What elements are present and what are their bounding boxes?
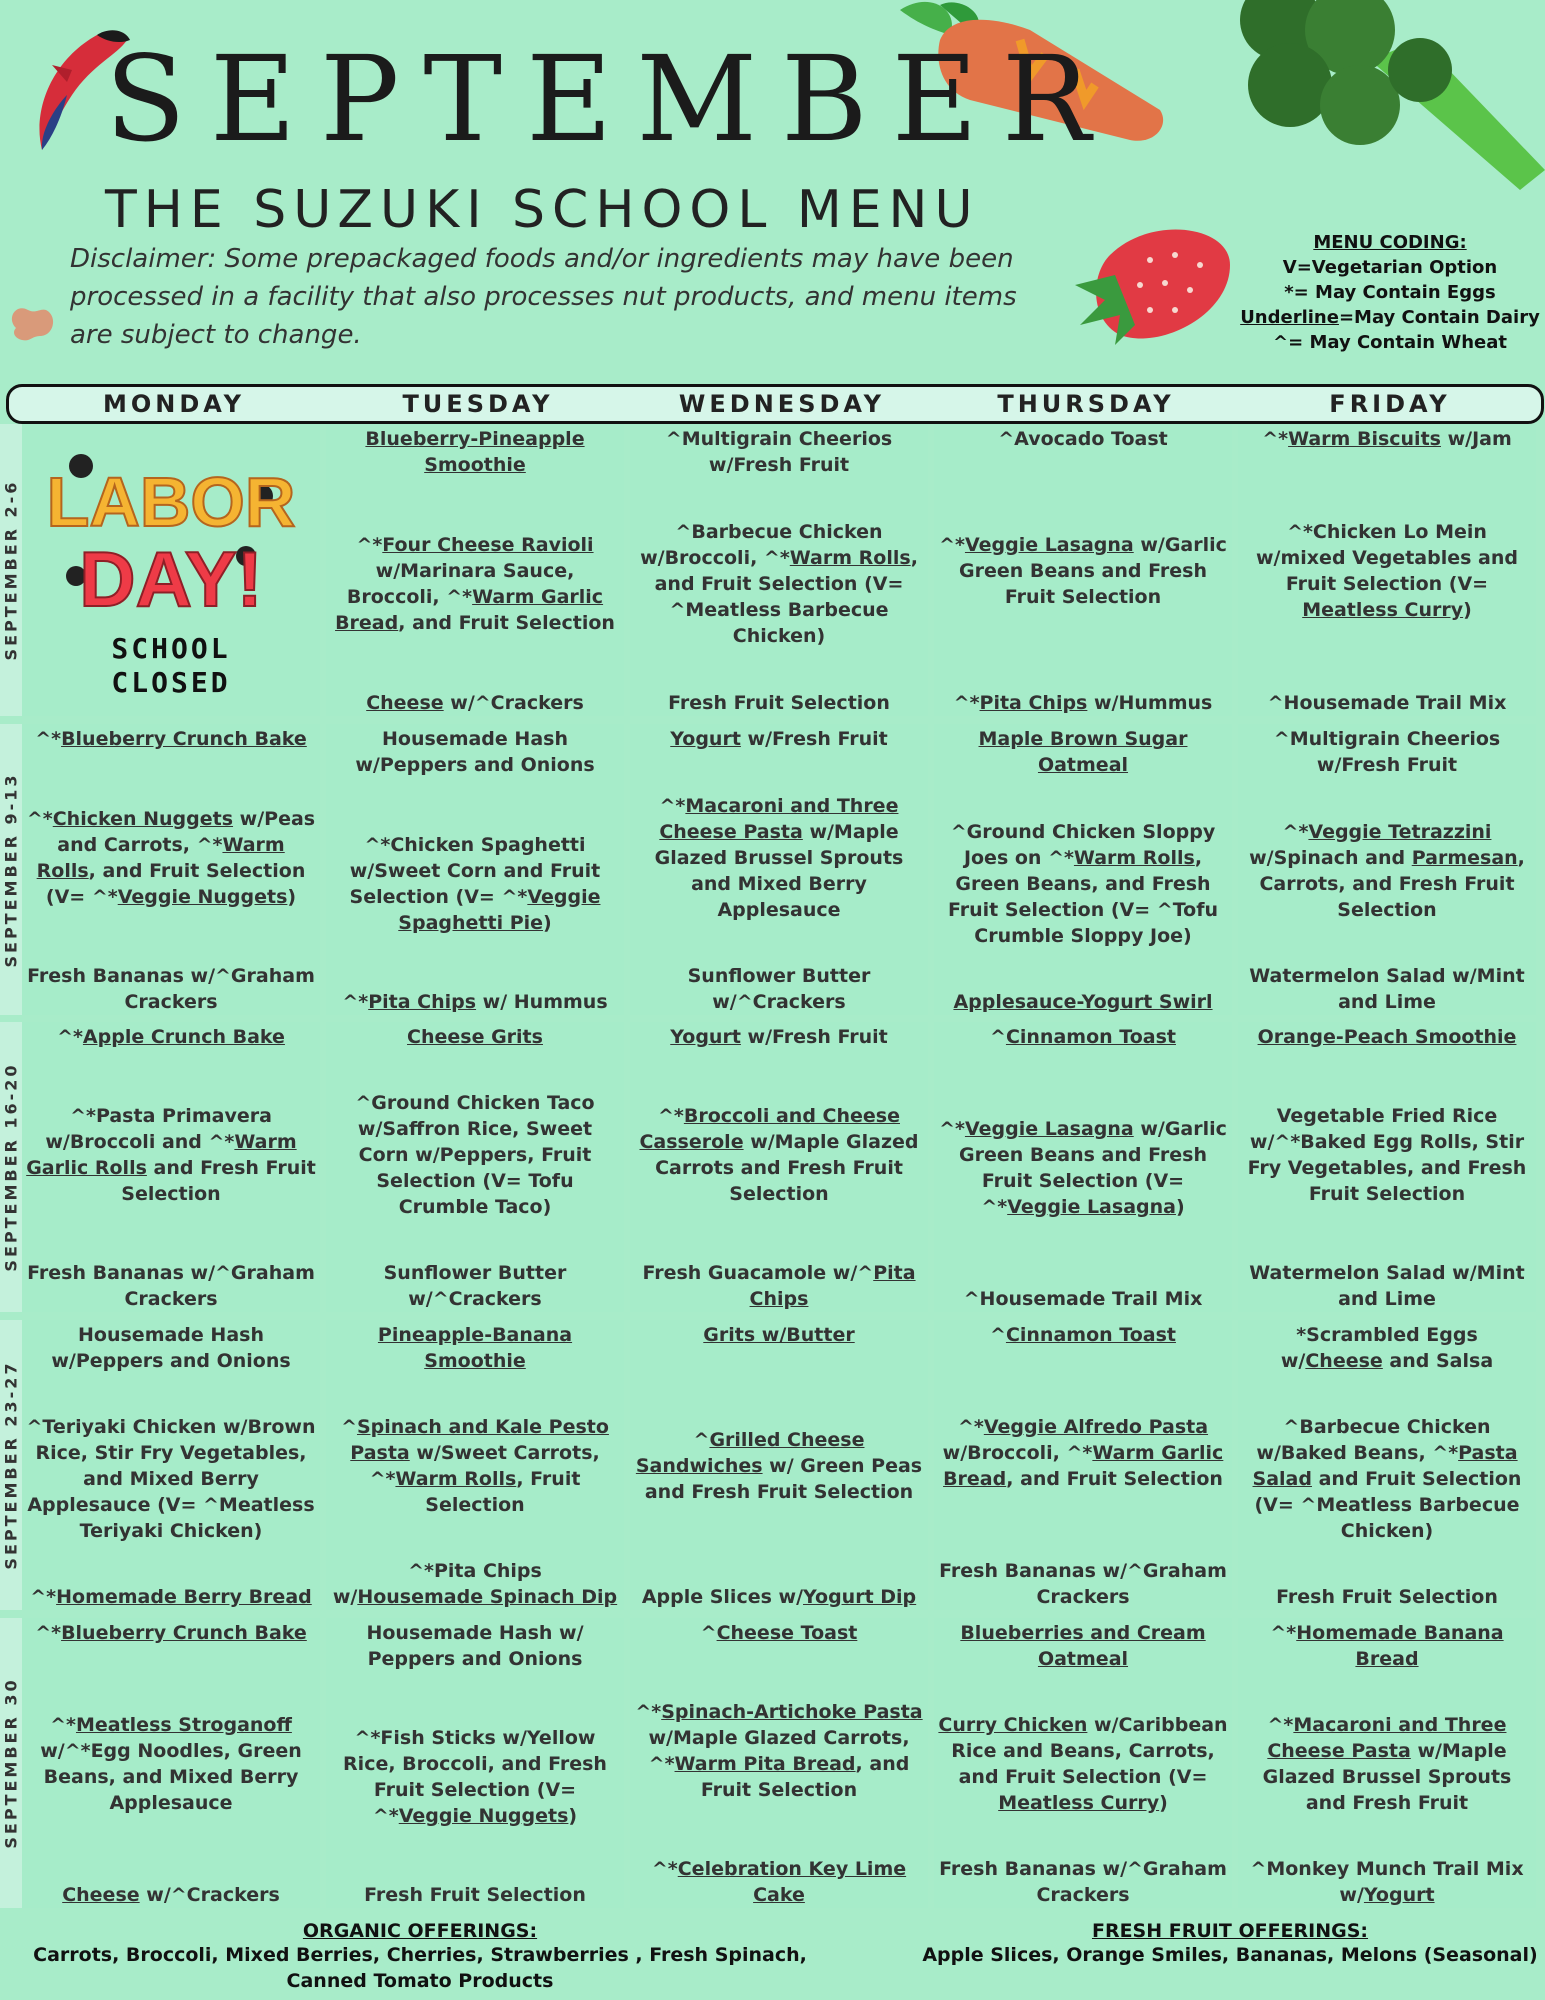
menu-item-breakfast	[634, 726, 924, 752]
menu-item-lunch	[26, 752, 316, 963]
menu-item-text: Watermelon Salad w/Mint and Lime	[1249, 965, 1525, 1013]
menu-item-text: Fresh Fruit Selection	[1276, 1586, 1498, 1608]
menu-item-text: Cheese Grits	[407, 1026, 543, 1048]
menu-item-lunch	[26, 1374, 316, 1584]
menu-item-breakfast	[938, 426, 1228, 452]
menu-item-text: ^*Homemade Berry Bread	[30, 1586, 312, 1608]
menu-coding-underline-meaning: =May Contain Dairy	[1338, 307, 1540, 328]
menu-item-text: ^*Broccoli and Cheese Casserole w/Maple Glazed Carrots and Fresh Fruit Selection	[639, 1105, 919, 1205]
day-word: DAY!	[79, 535, 263, 623]
menu-item-snack	[634, 1856, 924, 1908]
day-header-friday: FRIDAY	[1329, 390, 1451, 418]
menu-item-text: ^*Celebration Key Lime Cake	[651, 1858, 907, 1906]
menu-item-text: ^Ground Chicken Taco w/Saffron Rice, Sweet Corn w/Peppers, Fruit Selection (V= Tofu Crumble Taco)	[355, 1092, 595, 1218]
strawberry-icon	[1070, 215, 1235, 355]
menu-item-text: ^Monkey Munch Trail Mix w/Yogurt	[1250, 1858, 1524, 1906]
week-label	[0, 1320, 22, 1610]
week-row	[0, 1320, 1545, 1610]
menu-item-snack	[1242, 1584, 1532, 1610]
menu-item-lunch	[1242, 1050, 1532, 1260]
week-label	[0, 424, 22, 716]
menu-item-lunch	[26, 1050, 316, 1260]
menu-cell-thursday	[934, 1618, 1232, 1908]
week-label-text: SEPTEMBER 30	[1, 1677, 21, 1849]
disclaimer-text: Disclaimer: Some prepackaged foods and/or ingredients may have been processed in a facility that also processes nut products, and menu items are subject to change.	[70, 244, 1017, 350]
menu-item-text: ^*Four Cheese Ravioli w/Marinara Sauce, Broccoli, ^*Warm Garlic Bread, and Fruit Selection	[335, 534, 615, 634]
menu-cell-wednesday	[630, 424, 928, 716]
menu-item-snack	[26, 1882, 316, 1908]
menu-item-text: ^*Chicken Nuggets w/Peas and Carrots, ^*Warm Rolls, and Fruit Selection (V= ^*Veggie Nuggets)	[26, 807, 316, 908]
menu-item-text: ^*Chicken Lo Mein w/mixed Vegetables and Fruit Selection (V= Meatless Curry)	[1256, 521, 1518, 621]
menu-item-text: ^*Pita Chips w/ Hummus	[342, 991, 608, 1013]
menu-item-text: ^*Veggie Lasagna w/Garlic Green Beans and Fresh Fruit Selection	[939, 534, 1227, 608]
menu-item-snack	[26, 1260, 316, 1312]
menu-item-text: ^*Blueberry Crunch Bake	[35, 1622, 307, 1644]
menu-item-snack	[26, 963, 316, 1015]
menu-cell-tuesday	[326, 1618, 624, 1908]
menu-item-snack	[26, 1584, 316, 1610]
menu-item-snack	[938, 1286, 1228, 1312]
menu-item-snack	[938, 690, 1228, 716]
menu-cell-wednesday	[630, 1320, 928, 1610]
menu-item-breakfast	[26, 1024, 316, 1050]
menu-item-breakfast	[330, 426, 620, 478]
menu-cell-friday	[1238, 1022, 1536, 1312]
menu-item-text: ^Cheese Toast	[700, 1622, 858, 1644]
menu-item-snack	[1242, 963, 1532, 1015]
menu-item-text: ^*Meatless Stroganoff w/^*Egg Noodles, Green Beans, and Mixed Berry Applesauce	[40, 1714, 302, 1814]
menu-item-snack	[938, 989, 1228, 1015]
week-label	[0, 1618, 22, 1908]
menu-item-text: ^Spinach and Kale Pesto Pasta w/Sweet Carrots, ^*Warm Rolls, Fruit Selection	[341, 1416, 609, 1516]
menu-cell-thursday	[934, 424, 1232, 716]
week-label	[0, 724, 22, 1015]
menu-item-breakfast	[1242, 1024, 1532, 1050]
menu-item-lunch	[330, 1374, 620, 1558]
menu-item-breakfast	[634, 1322, 924, 1348]
menu-item-text: ^Avocado Toast	[998, 428, 1168, 450]
menu-item-snack	[1242, 1260, 1532, 1312]
menu-item-text: Watermelon Salad w/Mint and Lime	[1249, 1262, 1525, 1310]
menu-item-lunch	[1242, 1374, 1532, 1584]
day-header-thursday: THURSDAY	[997, 390, 1175, 418]
menu-item-text: ^*Chicken Spaghetti w/Sweet Corn and Fruit Selection (V= ^*Veggie Spaghetti Pie)	[349, 833, 601, 934]
menu-item-snack	[938, 1856, 1228, 1908]
menu-item-text: ^*Pita Chips w/Hummus	[953, 692, 1213, 714]
menu-item-text: Vegetable Fried Rice w/^*Baked Egg Rolls, Stir Fry Vegetables, and Fresh Fruit Selection	[1247, 1105, 1527, 1205]
menu-item-snack	[330, 1260, 620, 1312]
menu-item-lunch	[634, 478, 924, 690]
week-row	[0, 1022, 1545, 1312]
menu-item-lunch	[330, 478, 620, 690]
menu-item-text: Fresh Guacamole w/^Pita Chips	[642, 1262, 916, 1310]
labor-word: LABOR	[46, 463, 296, 541]
menu-item-text: ^Cinnamon Toast	[990, 1026, 1176, 1048]
menu-item-text: ^Cinnamon Toast	[990, 1324, 1176, 1346]
menu-item-text: ^*Apple Crunch Bake	[57, 1026, 285, 1048]
menu-item-snack	[634, 1584, 924, 1610]
menu-item-lunch	[1242, 452, 1532, 690]
footer	[0, 1912, 1545, 2000]
menu-item-breakfast	[938, 1322, 1228, 1348]
menu-item-text: ^*Blueberry Crunch Bake	[35, 728, 307, 750]
broccoli-icon	[1220, 0, 1545, 195]
menu-item-breakfast	[330, 1322, 620, 1374]
menu-cell-friday	[1238, 724, 1536, 1015]
menu-item-breakfast	[330, 726, 620, 778]
fruit-offerings-text: Apple Slices, Orange Smiles, Bananas, Melons (Seasonal)	[922, 1944, 1538, 1966]
menu-item-text: ^Barbecue Chicken w/Broccoli, ^*Warm Rolls, and Fruit Selection (V= ^Meatless Barbecue Chicken)	[640, 521, 918, 647]
menu-item-text: Cheese w/^Crackers	[366, 692, 584, 714]
menu-item-text: Fresh Bananas w/^Graham Crackers	[27, 1262, 315, 1310]
menu-cell-tuesday	[326, 724, 624, 1015]
menu-item-text: ^*Homemade Banana Bread	[1270, 1622, 1504, 1670]
menu-item-text: Fresh Bananas w/^Graham Crackers	[939, 1858, 1227, 1906]
menu-item-text: ^Grilled Cheese Sandwiches w/ Green Peas and Fresh Fruit Selection	[635, 1429, 923, 1503]
menu-item-breakfast	[26, 1322, 316, 1374]
week-label-text: SEPTEMBER 23-27	[1, 1360, 21, 1570]
menu-item-text: Sunflower Butter w/^Crackers	[383, 1262, 567, 1310]
page-subtitle: THE SUZUKI SCHOOL MENU	[105, 180, 980, 240]
menu-coding-line: ^= May Contain Wheat	[1273, 332, 1507, 353]
menu-cell-monday	[22, 1022, 320, 1312]
menu-item-breakfast	[938, 1620, 1228, 1672]
menu-item-breakfast	[634, 1024, 924, 1050]
menu-item-text: ^Barbecue Chicken w/Baked Beans, ^*Pasta Salad and Fruit Selection (V= ^Meatless Barbecue Chicken)	[1252, 1416, 1522, 1542]
week-row	[0, 424, 1545, 716]
day-header-tuesday: TUESDAY	[402, 390, 554, 418]
menu-item-lunch	[330, 1672, 620, 1882]
menu-item-breakfast	[1242, 1322, 1532, 1374]
day-header-wednesday: WEDNESDAY	[678, 390, 886, 418]
menu-cell-monday	[22, 1320, 320, 1610]
menu-item-snack	[330, 1882, 620, 1908]
menu-item-snack	[330, 690, 620, 716]
menu-cell-tuesday	[326, 1022, 624, 1312]
menu-item-text: ^*Veggie Alfredo Pasta w/Broccoli, ^*Warm Garlic Bread, and Fruit Selection	[942, 1416, 1224, 1490]
page-title: SEPTEMBER	[105, 30, 1115, 168]
menu-item-snack	[634, 1260, 924, 1312]
menu-item-text: ^*Veggie Lasagna w/Garlic Green Beans and Fresh Fruit Selection (V= ^*Veggie Lasagna)	[939, 1118, 1227, 1218]
menu-item-text: Grits w/Butter	[703, 1324, 855, 1346]
menu-item-text: Blueberries and Cream Oatmeal	[960, 1622, 1206, 1670]
menu-item-text: Yogurt w/Fresh Fruit	[670, 728, 888, 750]
menu-item-text: ^Housemade Trail Mix	[963, 1288, 1203, 1310]
menu-item-lunch	[938, 1672, 1228, 1856]
menu-item-snack	[1242, 1856, 1532, 1908]
menu-item-text: ^*Fish Sticks w/Yellow Rice, Broccoli, and Fresh Fruit Selection (V= ^*Veggie Nuggets)	[343, 1727, 607, 1827]
menu-item-lunch	[938, 452, 1228, 690]
menu-item-snack	[634, 690, 924, 716]
menu-item-breakfast	[1242, 1620, 1532, 1672]
menu-item-snack	[330, 989, 620, 1015]
menu-item-breakfast	[1242, 426, 1532, 452]
menu-coding-legend	[1220, 230, 1545, 355]
menu-coding-line: *= May Contain Eggs	[1284, 282, 1496, 303]
menu-item-text: *Scrambled Eggs w/Cheese and Salsa	[1280, 1324, 1494, 1372]
menu-item-text: Fresh Bananas w/^Graham Crackers	[27, 965, 315, 1013]
menu-item-text: Housemade Hash w/Peppers and Onions	[355, 728, 595, 776]
menu-item-text: ^*Pasta Primavera w/Broccoli and ^*Warm Garlic Rolls and Fresh Fruit Selection	[26, 1105, 316, 1205]
menu-item-text: ^*Veggie Tetrazzini w/Spinach and Parmesan, Carrots, and Fresh Fruit Selection	[1249, 820, 1525, 921]
menu-item-text: ^Multigrain Cheerios w/Fresh Fruit	[1273, 728, 1501, 776]
menu-item-lunch	[26, 1646, 316, 1882]
week-label-text: SEPTEMBER 9-13	[1, 772, 21, 967]
menu-item-text: Blueberry-Pineapple Smoothie	[365, 428, 585, 476]
labor-day-cell	[22, 424, 320, 716]
menu-cell-wednesday	[630, 1618, 928, 1908]
menu-item-text: Cheese w/^Crackers	[62, 1884, 280, 1906]
menu-item-breakfast	[330, 1620, 620, 1672]
menu-item-snack	[938, 1558, 1228, 1610]
menu-item-lunch	[330, 778, 620, 989]
menu-item-text: Fresh Fruit Selection	[364, 1884, 586, 1906]
menu-item-lunch	[634, 1348, 924, 1584]
menu-item-text: Yogurt w/Fresh Fruit	[670, 1026, 888, 1048]
menu-item-breakfast	[634, 1620, 924, 1646]
menu-item-text: Housemade Hash w/ Peppers and Onions	[366, 1622, 584, 1670]
menu-item-lunch	[634, 752, 924, 963]
menu-cell-monday	[22, 1618, 320, 1908]
menu-item-lunch	[938, 1348, 1228, 1558]
menu-cell-friday	[1238, 1618, 1536, 1908]
menu-cell-wednesday	[630, 1022, 928, 1312]
menu-coding-line	[1220, 305, 1545, 330]
menu-item-lunch	[634, 1050, 924, 1260]
menu-cell-thursday	[934, 724, 1232, 1015]
day-header-monday: MONDAY	[103, 390, 245, 418]
menu-item-text: ^*Spinach-Artichoke Pasta w/Maple Glazed Carrots, ^*Warm Pita Bread, and Fruit Selection	[635, 1701, 923, 1801]
menu-cell-thursday	[934, 1022, 1232, 1312]
peanut-icon	[6, 298, 58, 350]
labor-day-graphic	[46, 436, 296, 706]
week-label-text: SEPTEMBER 16-20	[1, 1062, 21, 1272]
menu-item-text: ^Ground Chicken Sloppy Joes on ^*Warm Rolls, Green Beans, and Fresh Fruit Selection (V= ^Tofu Crumble Sloppy Joe)	[947, 820, 1219, 947]
menu-item-text: ^Housemade Trail Mix	[1267, 692, 1507, 714]
menu-item-breakfast	[1242, 726, 1532, 778]
menu-item-breakfast	[938, 726, 1228, 778]
menu-item-text: Apple Slices w/Yogurt Dip	[641, 1586, 917, 1608]
menu-item-text: Sunflower Butter w/^Crackers	[687, 965, 871, 1013]
fruit-offerings	[920, 1920, 1540, 1968]
menu-cell-thursday	[934, 1320, 1232, 1610]
menu-item-lunch	[330, 1050, 620, 1260]
week-label-text: SEPTEMBER 2-6	[1, 479, 21, 661]
week-row	[0, 1618, 1545, 1908]
day-header-bar	[6, 384, 1544, 424]
menu-item-text: Applesauce-Yogurt Swirl	[953, 991, 1213, 1013]
menu-item-text: Orange-Peach Smoothie	[1257, 1026, 1517, 1048]
menu-cell-tuesday	[326, 424, 624, 716]
menu-item-text: Pineapple-Banana Smoothie	[377, 1324, 573, 1372]
menu-item-lunch	[938, 1050, 1228, 1286]
menu-item-breakfast	[26, 1620, 316, 1646]
closed-word: CLOSED	[111, 666, 231, 699]
menu-item-text: Fresh Bananas w/^Graham Crackers	[939, 1560, 1227, 1608]
menu-item-snack	[1242, 690, 1532, 716]
menu-item-text: Fresh Fruit Selection	[668, 692, 890, 714]
menu-item-breakfast	[938, 1024, 1228, 1050]
menu-item-text: ^Multigrain Cheerios w/Fresh Fruit	[665, 428, 893, 476]
menu-cell-tuesday	[326, 1320, 624, 1610]
menu-coding-underline-word: Underline	[1240, 307, 1339, 328]
week-label	[0, 1022, 22, 1312]
menu-item-snack	[634, 963, 924, 1015]
week-row	[0, 724, 1545, 1015]
menu-item-text: ^*Macaroni and Three Cheese Pasta w/Maple Glazed Brussel Sprouts and Fresh Fruit	[1262, 1714, 1512, 1814]
menu-item-text: Curry Chicken w/Caribbean Rice and Beans, Carrots, and Fruit Selection (V= Meatless Curry)	[938, 1714, 1228, 1814]
menu-item-text: ^*Pita Chips w/Housemade Spinach Dip	[332, 1560, 618, 1608]
organic-offerings-heading: ORGANIC OFFERINGS:	[302, 1920, 538, 1942]
menu-coding-line: V=Vegetarian Option	[1282, 257, 1498, 278]
menu-item-lunch	[634, 1646, 924, 1856]
menu-cell-wednesday	[630, 724, 928, 1015]
menu-item-text: Housemade Hash w/Peppers and Onions	[51, 1324, 291, 1372]
menu-item-text: ^Teriyaki Chicken w/Brown Rice, Stir Fry Vegetables, and Mixed Berry Applesauce (V= ^Meatless Teriyaki Chicken)	[26, 1416, 316, 1542]
organic-offerings-text: Carrots, Broccoli, Mixed Berries, Cherries, Strawberries , Fresh Spinach, Canned Tomato Products	[33, 1944, 807, 1992]
menu-item-text: Maple Brown Sugar Oatmeal	[978, 728, 1188, 776]
menu-cell-monday	[22, 724, 320, 1015]
school-word: SCHOOL	[111, 632, 231, 665]
fruit-offerings-heading: FRESH FRUIT OFFERINGS:	[1091, 1920, 1369, 1942]
menu-item-lunch	[1242, 1672, 1532, 1856]
menu-coding-heading: MENU CODING:	[1313, 232, 1467, 253]
menu-item-breakfast	[634, 426, 924, 478]
menu-item-lunch	[938, 778, 1228, 989]
menu-cell-friday	[1238, 1320, 1536, 1610]
menu-item-breakfast	[26, 726, 316, 752]
menu-cell-friday	[1238, 424, 1536, 716]
menu-item-lunch	[1242, 778, 1532, 963]
organic-offerings	[0, 1920, 840, 1994]
menu-item-breakfast	[330, 1024, 620, 1050]
menu-item-text: ^*Warm Biscuits w/Jam	[1262, 428, 1512, 450]
menu-item-text: ^*Macaroni and Three Cheese Pasta w/Maple Glazed Brussel Sprouts and Mixed Berry Applesauce	[654, 794, 904, 921]
menu-item-snack	[330, 1558, 620, 1610]
